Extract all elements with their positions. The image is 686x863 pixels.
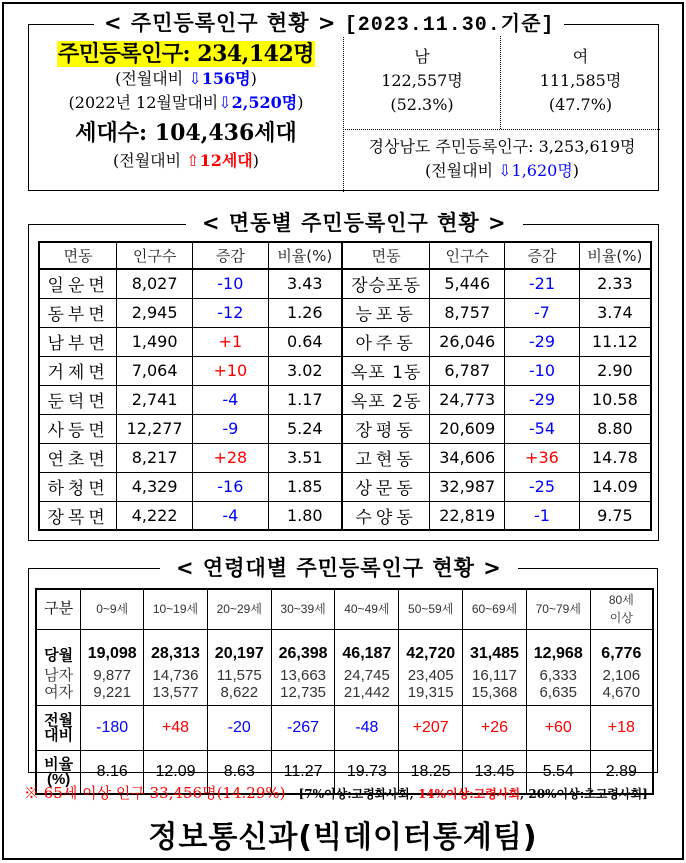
department-footer: 정보통신과(빅데이터통계팀) bbox=[148, 820, 538, 855]
hh-change: (전월대비 ⇧12세대) bbox=[113, 151, 259, 170]
table-row: 사등면 12,277 -9 5.24 장평동 20,609 -54 8.80 bbox=[39, 414, 651, 443]
table-row: 일운면 8,027 -10 3.43 장승포동 5,446 -21 2.33 bbox=[39, 269, 651, 298]
table-row: 연초면 8,217 +28 3.51 고현동 34,606 +36 14.78 bbox=[39, 443, 651, 472]
male-block: 남 122,557명 (52.3%) bbox=[381, 47, 463, 114]
table-row: 둔덕면 2,741 -4 1.17 옥포 2동 24,773 -29 10.58 bbox=[39, 385, 651, 414]
table-row: 동부면 2,945 -12 1.26 능포동 8,757 -7 3.74 bbox=[39, 298, 651, 327]
table-row: 장목면 4,222 -4 1.80 수양동 22,819 -1 9.75 bbox=[39, 501, 651, 530]
table-row: 거제면 7,064 +10 3.02 옥포 1동 6,787 -10 2.90 bbox=[39, 356, 651, 385]
table-row-change: 전월 대비 -180 +48 -20 -267 -48 +207 +26 +60 +18 bbox=[36, 705, 653, 750]
down-arrow-icon: ⇩ bbox=[498, 161, 512, 180]
up-arrow-icon: ⇧ bbox=[186, 151, 200, 170]
age-table bbox=[35, 588, 654, 795]
summary-left bbox=[29, 25, 343, 192]
table-header-row: 구분 0~9세 10~19세 20~29세 30~39세 40~49세 50~59세 60~69세 70~79세 80세 이상 bbox=[36, 589, 653, 629]
province-block: 경상남도 주민등록인구: 3,253,619명 (전월대비 ⇩1,620명) bbox=[368, 137, 636, 180]
summary-title: < 주민등록인구 현황 > [2023.11.30.기준] bbox=[94, 10, 564, 36]
divider bbox=[343, 129, 660, 130]
table-row: 하청면 4,329 -16 1.85 상문동 32,987 -25 14.09 bbox=[39, 472, 651, 501]
elderly-note: ※ 65세 이상 인구 33,456명(14.29%) [7%이상:고령화사회, 14%이상:고령사회, 20%이상:초고령사회] bbox=[24, 784, 648, 802]
district-table bbox=[38, 241, 652, 531]
ytd-change: (2022년 12월말대비⇩2,520명) bbox=[68, 93, 304, 112]
table-row-total: 당월 19,098 28,313 20,197 26,398 46,187 42,720 31,485 12,968 6,776 bbox=[36, 629, 653, 665]
down-arrow-icon: ⇩ bbox=[218, 93, 232, 112]
district-title: < 면동별 주민등록인구 현황 > bbox=[186, 209, 523, 237]
table-row-gender: 남자 여자 9,877 9,221 14,736 13,577 11,575 8,622 13,663 12,735 24,745 21,442 23,405 19,315 16,117 15,368 6,333 6,635 2,106 4,670 bbox=[36, 665, 653, 705]
age-title: < 연령대별 주민등록인구 현황 > bbox=[160, 553, 518, 583]
down-arrow-icon: ⇩ bbox=[188, 69, 202, 88]
table-header-row: 면동 인구수 증감 비율(%) 면동 인구수 증감 비율(%) bbox=[39, 242, 651, 269]
female-block: 여 111,585명 (47.7%) bbox=[539, 47, 622, 114]
table-row-ratio: 비율 (%) 8.16 12.09 8.63 11.27 19.73 18.25 13.45 5.54 2.89 bbox=[36, 750, 653, 794]
aging-legend: [7%이상:고령화사회, 14%이상:고령사회, 20%이상:초고령사회] bbox=[298, 787, 648, 801]
mom-change: (전월대비 ⇩156명) bbox=[115, 69, 257, 88]
households: 세대수: 104,436세대 bbox=[75, 120, 297, 146]
total-population: 주민등록인구: 234,142명 bbox=[57, 41, 315, 67]
table-row: 남부면 1,490 +1 0.64 아주동 26,046 -29 11.12 bbox=[39, 327, 651, 356]
summary-box bbox=[28, 24, 659, 191]
